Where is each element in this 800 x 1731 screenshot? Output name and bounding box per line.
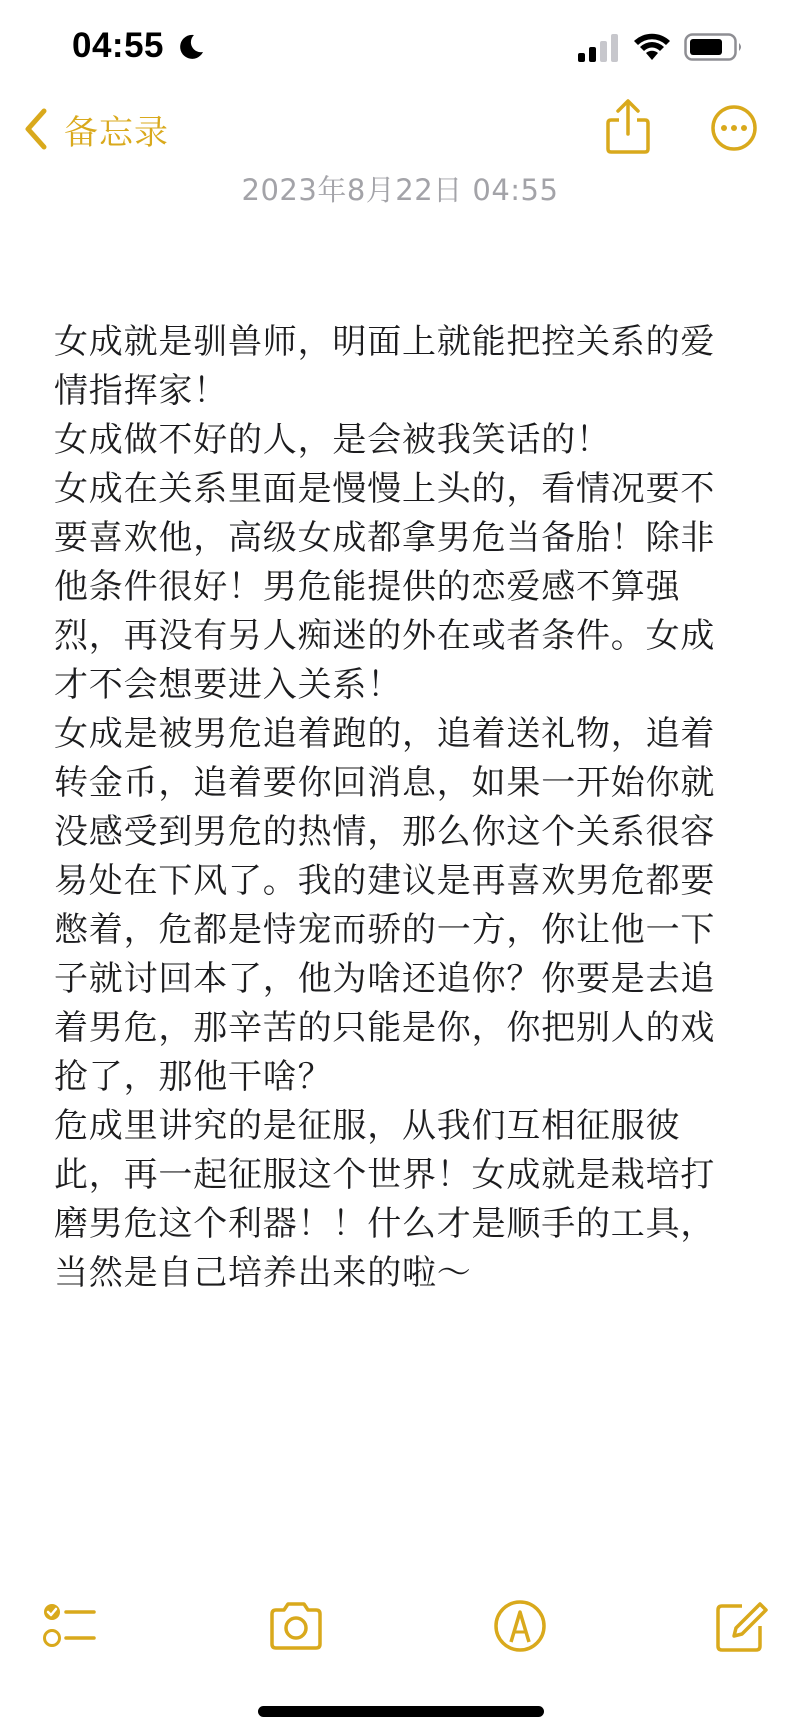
markup-icon[interactable] [490, 1598, 550, 1654]
chevron-back-icon [22, 107, 50, 151]
status-time: 04:55 [72, 26, 165, 65]
note-line: 要喜欢他，高级女成都拿男危当备胎！除非 [54, 518, 716, 558]
note-line: 易处在下风了。我的建议是再喜欢男危都要 [54, 861, 716, 901]
note-line: 情指挥家！ [54, 371, 228, 411]
home-indicator[interactable] [258, 1706, 544, 1717]
note-line: 磨男危这个利器！！什么才是顺手的工具， [54, 1204, 716, 1244]
note-line: 抢了，那他干啥？ [54, 1057, 333, 1097]
note-line: 着男危，那辛苦的只能是你，你把别人的戏 [54, 1008, 716, 1048]
note-line: 危成里讲究的是征服，从我们互相征服彼 [54, 1106, 681, 1146]
status-bar [0, 0, 800, 95]
compose-icon[interactable] [712, 1598, 772, 1654]
note-line: 才不会想要进入关系！ [54, 665, 402, 705]
checklist-icon[interactable] [40, 1598, 100, 1654]
note-line: 子就讨回本了，他为啥还追你？你要是去追 [54, 959, 716, 999]
note-line: 憋着，危都是恃宠而骄的一方，你让他一下 [54, 910, 716, 950]
share-icon[interactable] [604, 98, 652, 156]
note-line: 此，再一起征服这个世界！女成就是栽培打 [54, 1155, 716, 1195]
note-line: 转金币，追着要你回消息，如果一开始你就 [54, 763, 716, 803]
moon-icon [176, 32, 206, 62]
camera-icon[interactable] [266, 1598, 326, 1654]
note-line: 女成做不好的人，是会被我笑话的！ [54, 420, 611, 460]
back-button-label: 备忘录 [64, 112, 169, 153]
note-body[interactable] [54, 318, 754, 1298]
note-line: 烈，再没有另人痴迷的外在或者条件。女成 [54, 616, 716, 656]
note-line: 女成在关系里面是慢慢上头的，看情况要不 [54, 469, 716, 509]
note-date: 2023年8月22日 04:55 [241, 173, 559, 207]
battery-icon [684, 32, 744, 62]
wifi-icon [632, 30, 672, 62]
back-button[interactable] [22, 104, 169, 154]
note-line: 女成就是驯兽师，明面上就能把控关系的爱 [54, 322, 716, 362]
note-line: 他条件很好！男危能提供的恋爱感不算强 [54, 567, 681, 607]
more-icon[interactable] [710, 104, 758, 152]
note-line: 当然是自己培养出来的啦～ [54, 1253, 472, 1293]
note-line: 没感受到男危的热情，那么你这个关系很容 [54, 812, 716, 852]
note-line: 女成是被男危追着跑的，追着送礼物，追着 [54, 714, 716, 754]
cellular-signal-icon [578, 34, 622, 62]
